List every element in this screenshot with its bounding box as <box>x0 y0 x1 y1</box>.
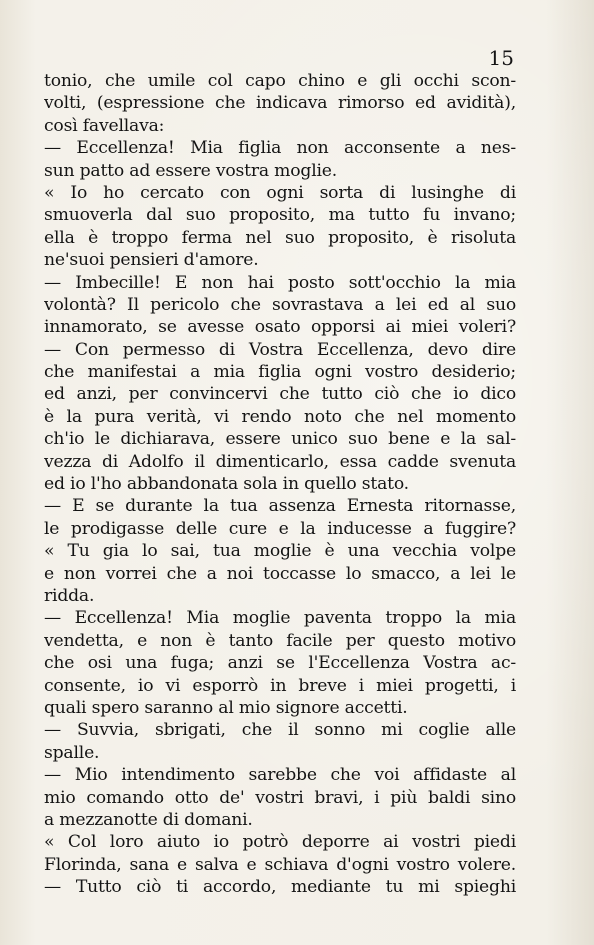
text-line: vezza di Adolfo il dimenticarlo, essa cadde svenuta <box>44 451 516 472</box>
text-line: ridda. <box>44 585 95 606</box>
text-line: « Tu gia lo sai, tua moglie è una vecchia volpe <box>44 541 516 562</box>
text-line: ne'suoi pensieri d'amore. <box>44 250 259 271</box>
text-line: ed io l'ho abbandonata sola in quello stato. <box>44 474 409 495</box>
text-line: — Eccellenza! Mia moglie paventa troppo la mia <box>44 608 516 629</box>
text-line: a mezzanotte di domani. <box>44 809 253 830</box>
text-line: mio comando otto de' vostri bravi, i più baldi sino <box>44 787 516 808</box>
text-line: che manifestai a mia figlia ogni vostro desiderio; <box>44 362 516 383</box>
text-line: — Mio intendimento sarebbe che voi affidaste al <box>44 765 516 786</box>
text-line: smuoverla dal suo proposito, ma tutto fu invano; <box>44 205 516 226</box>
page-text <box>44 70 516 898</box>
text-line: « Col loro aiuto io potrò deporre ai vostri piedi <box>44 832 516 853</box>
text-line: — Imbecille! E non hai posto sott'occhio la mia <box>44 272 516 293</box>
text-line: ch'io le dichiarava, essere unico suo bene e la sal- <box>44 429 516 450</box>
text-line: volti, (espressione che indicava rimorso ed avidità), <box>44 93 516 114</box>
text-line: vendetta, e non è tanto facile per questo motivo <box>44 630 516 651</box>
text-line: — Eccellenza! Mia figlia non acconsente a nes- <box>44 138 516 159</box>
text-line: così favellava: <box>44 115 165 136</box>
text-line: volontà? Il pericolo che sovrastava a lei ed al suo <box>44 294 516 315</box>
text-line: ed anzi, per convincervi che tutto ciò che io dico <box>44 384 516 405</box>
text-line: consente, io vi esporrò in breve i miei progetti, i <box>44 675 516 696</box>
page-number: 15 <box>488 46 514 70</box>
text-line: sun patto ad essere vostra moglie. <box>44 160 338 181</box>
text-line: — Con permesso di Vostra Eccellenza, devo dire <box>44 339 516 360</box>
text-line: ella è troppo ferma nel suo proposito, è risoluta <box>44 227 516 248</box>
text-line: « Io ho cercato con ogni sorta di lusinghe di <box>44 182 516 203</box>
text-line: le prodigasse delle cure e la inducesse a fuggire? <box>44 518 516 539</box>
text-line: innamorato, se avesse osato opporsi ai miei voleri? <box>44 317 516 338</box>
text-line: — E se durante la tua assenza Ernesta ritornasse, <box>44 496 516 517</box>
text-line: — Suvvia, sbrigati, che il sonno mi coglie alle <box>44 720 516 741</box>
text-line: Florinda, sana e salva e schiava d'ogni vostro volere. <box>44 854 516 875</box>
text-line: tonio, che umile col capo chino e gli occhi scon- <box>44 71 516 91</box>
text-line: che osi una fuga; anzi se l'Eccellenza Vostra ac- <box>44 653 516 674</box>
text-line: e non vorrei che a noi toccasse lo smacco, a lei le <box>44 563 516 584</box>
text-line: — Tutto ciò ti accordo, mediante tu mi spieghi <box>44 877 516 898</box>
text-line: è la pura verità, vi rendo noto che nel momento <box>44 406 516 427</box>
text-line: spalle. <box>44 742 100 763</box>
text-line: quali spero saranno al mio signore accetti. <box>44 697 408 718</box>
